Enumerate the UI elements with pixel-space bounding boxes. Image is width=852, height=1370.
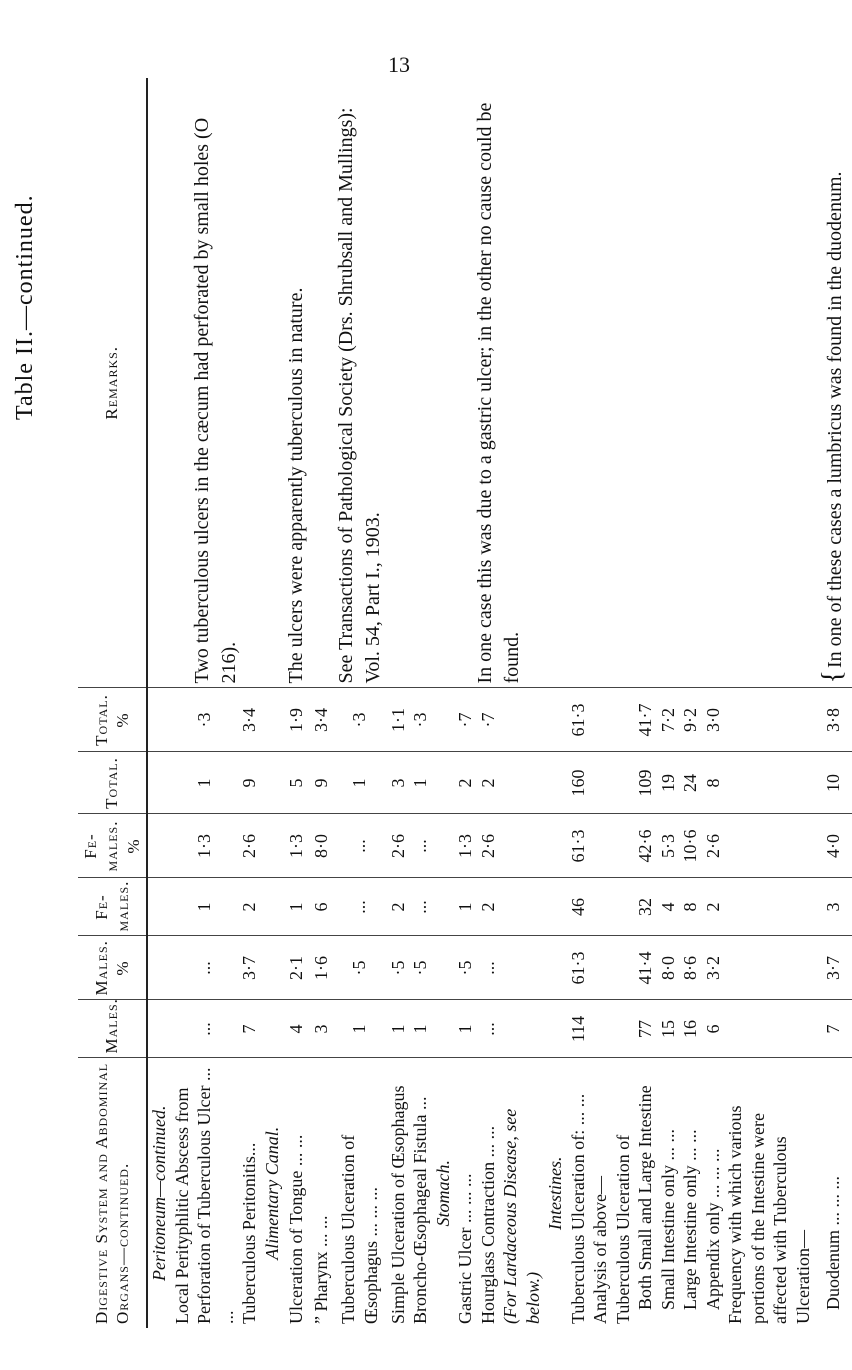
cell-males: 1 <box>387 1000 410 1058</box>
cell-total-pct: ·3 <box>409 688 432 752</box>
row-label: Tuberculous Ulceration of Œsophagus ... ... ... <box>338 1134 381 1324</box>
cell-total: 1 <box>333 752 387 814</box>
cell-total-pct: 3·8 <box>814 688 852 752</box>
row-label: Simple Ulceration of Œsophagus <box>387 1085 408 1324</box>
cell-total: 5 <box>283 752 310 814</box>
frequency-label: Frequency with which various portions of the Intestine were affected with Tuberculous Ulceration— <box>725 1105 813 1324</box>
cell-total-pct: 1·9 <box>283 688 310 752</box>
cell-females-pct: 2·6 <box>702 814 725 878</box>
cell-females: 2 <box>387 878 410 936</box>
cell-males: 77 <box>634 1000 657 1058</box>
cell-total-pct: 61·3 <box>567 688 590 752</box>
table-row <box>814 78 852 1328</box>
row-label: Broncho-Œsophageal Fistula ... <box>410 1096 430 1324</box>
cell-females: ... <box>409 878 432 936</box>
table-row <box>333 78 387 1328</box>
cell-total: 9 <box>310 752 333 814</box>
cell-females-pct: 1·3 <box>283 814 310 878</box>
cell-males-pct: ... <box>171 936 239 1000</box>
cell-females-pct: ... <box>333 814 387 878</box>
cell-total: 109 <box>634 752 657 814</box>
cell-females-pct: 1·3 <box>454 814 477 878</box>
section-row <box>544 78 567 1328</box>
cell-males: ... <box>171 1000 239 1058</box>
cell-females: 1 <box>454 878 477 936</box>
cell-total-pct: 41·7 <box>634 688 657 752</box>
cell-females-pct: 42·6 <box>634 814 657 878</box>
cell-males-pct: 2·1 <box>283 936 310 1000</box>
cell-females: 46 <box>567 878 590 936</box>
table-row <box>657 78 680 1328</box>
cell-remark: See Transactions of Pathological Society (Drs. Shrubsall and Mullings): Vol. 54, Part I., 1903. <box>333 78 387 688</box>
cell-females-pct: 5·3 <box>657 814 680 878</box>
cell-males: 16 <box>679 1000 702 1058</box>
cell-females-pct: 10·6 <box>679 814 702 878</box>
table-title-text: Table II.—continued. <box>12 194 38 420</box>
table-row <box>589 78 612 1328</box>
row-label: ” Pharynx ... ... <box>311 1215 331 1324</box>
remark-text: In one of these cases a lumbricus was found in the duodenum. <box>824 171 846 669</box>
cell-males-pct: 41·4 <box>634 936 657 1000</box>
table-row <box>679 78 702 1328</box>
cell-females-pct: 2·6 <box>387 814 410 878</box>
cell-males: ... <box>477 1000 500 1058</box>
cell-males-pct: ·5 <box>409 936 432 1000</box>
cell-total: 8 <box>702 752 725 814</box>
cell-remark: In one case this was due to a gastric ulcer; in the other no cause could be found. <box>454 78 544 688</box>
row-label: Hourglass Contraction ... ... <box>477 1125 498 1324</box>
header-females: Fe-males. <box>78 878 147 936</box>
cell-total: 10 <box>814 752 852 814</box>
cell-total-pct: 7·2 <box>657 688 680 752</box>
row-label: Local Perityphlitic Abscess from Perforation of Tuberculous Ulcer ... ... <box>171 1067 237 1324</box>
cell-males-pct: 61·3 <box>567 936 590 1000</box>
cell-total-pct: ·3 <box>171 688 239 752</box>
table-row <box>171 78 239 1328</box>
table-row <box>454 78 477 1328</box>
header-remarks: Remarks. <box>78 78 147 688</box>
tub-ulc-of-label: Tuberculous Ulceration of <box>612 1134 633 1324</box>
header-males-pct: Males. % <box>78 936 147 1000</box>
cell-males-pct: 1·6 <box>310 936 333 1000</box>
cell-females: 8 <box>679 878 702 936</box>
cell-females: 1 <box>171 878 239 936</box>
cell-females: 32 <box>634 878 657 936</box>
section-peritoneum: Peritoneum—continued. <box>149 1105 169 1281</box>
table-row <box>387 78 410 1328</box>
brace-mark: { <box>817 670 848 684</box>
cell-males: 7 <box>238 1000 261 1058</box>
cell-males-pct: ·5 <box>387 936 410 1000</box>
cell-males: 6 <box>702 1000 725 1058</box>
cell-total-pct: 3·4 <box>310 688 333 752</box>
cell-males: 4 <box>283 1000 310 1058</box>
row-label: Small Intestine only ... ... <box>657 1129 678 1310</box>
cell-males: 1 <box>333 1000 387 1058</box>
header-row <box>78 78 147 1328</box>
cell-total: 2 <box>454 752 477 814</box>
section-row <box>432 78 455 1328</box>
cell-total-pct: ·3 <box>333 688 387 752</box>
table-row <box>612 78 635 1328</box>
cell-males-pct: ... <box>477 936 500 1000</box>
row-label: Large Intestine only ... ... <box>680 1129 700 1310</box>
cell-males: 15 <box>657 1000 680 1058</box>
cell-total-pct: 9·2 <box>679 688 702 752</box>
analysis-label: Analysis of above— <box>590 1176 610 1324</box>
cell-males-pct: ·5 <box>333 936 387 1000</box>
section-stomach: Stomach. <box>432 1160 453 1227</box>
cell-males-pct: 3·2 <box>702 936 725 1000</box>
cell-remark: The ulcers were apparently tuberculous in nature. <box>283 78 310 688</box>
cell-females: 2 <box>702 878 725 936</box>
row-label: Gastric Ulcer ... ... ... <box>455 1173 475 1324</box>
cell-females: 2 <box>477 878 500 936</box>
table-row <box>409 78 432 1328</box>
row-label: Duodenum ... ... ... <box>822 1176 843 1310</box>
cell-total-pct: 3·4 <box>238 688 261 752</box>
cell-total: 24 <box>679 752 702 814</box>
cell-males-pct: 3·7 <box>814 936 852 1000</box>
cell-total: 3 <box>387 752 410 814</box>
cell-males: 114 <box>567 1000 590 1058</box>
header-females-pct: Fe-males. % <box>78 814 147 878</box>
cell-total: 2 <box>477 752 500 814</box>
cell-total: 19 <box>657 752 680 814</box>
table-row <box>634 78 657 1328</box>
header-total-pct: Total. % <box>78 688 147 752</box>
section-intestines: Intestines. <box>545 1156 565 1230</box>
cell-females: 6 <box>310 878 333 936</box>
cell-females: 1 <box>283 878 310 936</box>
lardaceous-note: (For Lardaceous Disease, see below.) <box>500 1108 543 1324</box>
cell-males: 3 <box>310 1000 333 1058</box>
cell-total-pct: 1·1 <box>387 688 410 752</box>
table-row <box>702 78 725 1328</box>
row-label: Tuberculous Ulceration of: ... ... <box>567 1093 588 1324</box>
cell-females-pct: 2·6 <box>477 814 500 878</box>
row-label: Tuberculous Peritonitis... <box>239 1142 259 1324</box>
cell-males-pct: 3·7 <box>238 936 261 1000</box>
rotated-table-sheet <box>78 78 848 1328</box>
cell-females-pct: 1·3 <box>171 814 239 878</box>
pathology-table <box>78 78 852 1328</box>
table-row <box>724 78 814 1328</box>
cell-females-pct: ... <box>409 814 432 878</box>
table-row <box>310 78 333 1328</box>
cell-males: 1 <box>454 1000 477 1058</box>
cell-females-pct: 4·0 <box>814 814 852 878</box>
cell-total-pct: ·7 <box>454 688 477 752</box>
table-row <box>567 78 590 1328</box>
header-total: Total. <box>78 752 147 814</box>
cell-total: 1 <box>171 752 239 814</box>
page-number: 13 <box>388 52 410 77</box>
row-label: Both Small and Large Intestine <box>635 1085 655 1310</box>
cell-females: ... <box>333 878 387 936</box>
table-row <box>283 78 310 1328</box>
cell-total: 9 <box>238 752 261 814</box>
cell-total-pct: 3·0 <box>702 688 725 752</box>
header-system: Digestive System and Abdominal Organs—continued. <box>78 1058 147 1328</box>
row-label: Ulceration of Tongue ... ... <box>286 1134 307 1324</box>
section-row <box>261 78 284 1328</box>
cell-females-pct: 61·3 <box>567 814 590 878</box>
cell-total-pct: ·7 <box>477 688 500 752</box>
header-males: Males. <box>78 1000 147 1058</box>
cell-males-pct: 8·0 <box>657 936 680 1000</box>
cell-males: 1 <box>409 1000 432 1058</box>
cell-total: 1 <box>409 752 432 814</box>
cell-males-pct: ·5 <box>454 936 477 1000</box>
cell-total: 160 <box>567 752 590 814</box>
cell-remark <box>814 78 852 688</box>
row-label: Appendix only ... ... ... <box>702 1148 723 1310</box>
cell-females: 4 <box>657 878 680 936</box>
cell-females-pct: 8·0 <box>310 814 333 878</box>
cell-remark: Two tuberculous ulcers in the cæcum had perforated by small holes (O 216). <box>171 78 261 688</box>
section-alimentary: Alimentary Canal. <box>261 1126 282 1260</box>
cell-males: 7 <box>814 1000 852 1058</box>
cell-females: 2 <box>238 878 261 936</box>
section-row <box>147 78 171 1328</box>
cell-females-pct: 2·6 <box>238 814 261 878</box>
cell-males-pct: 8·6 <box>679 936 702 1000</box>
cell-females: 3 <box>814 878 852 936</box>
